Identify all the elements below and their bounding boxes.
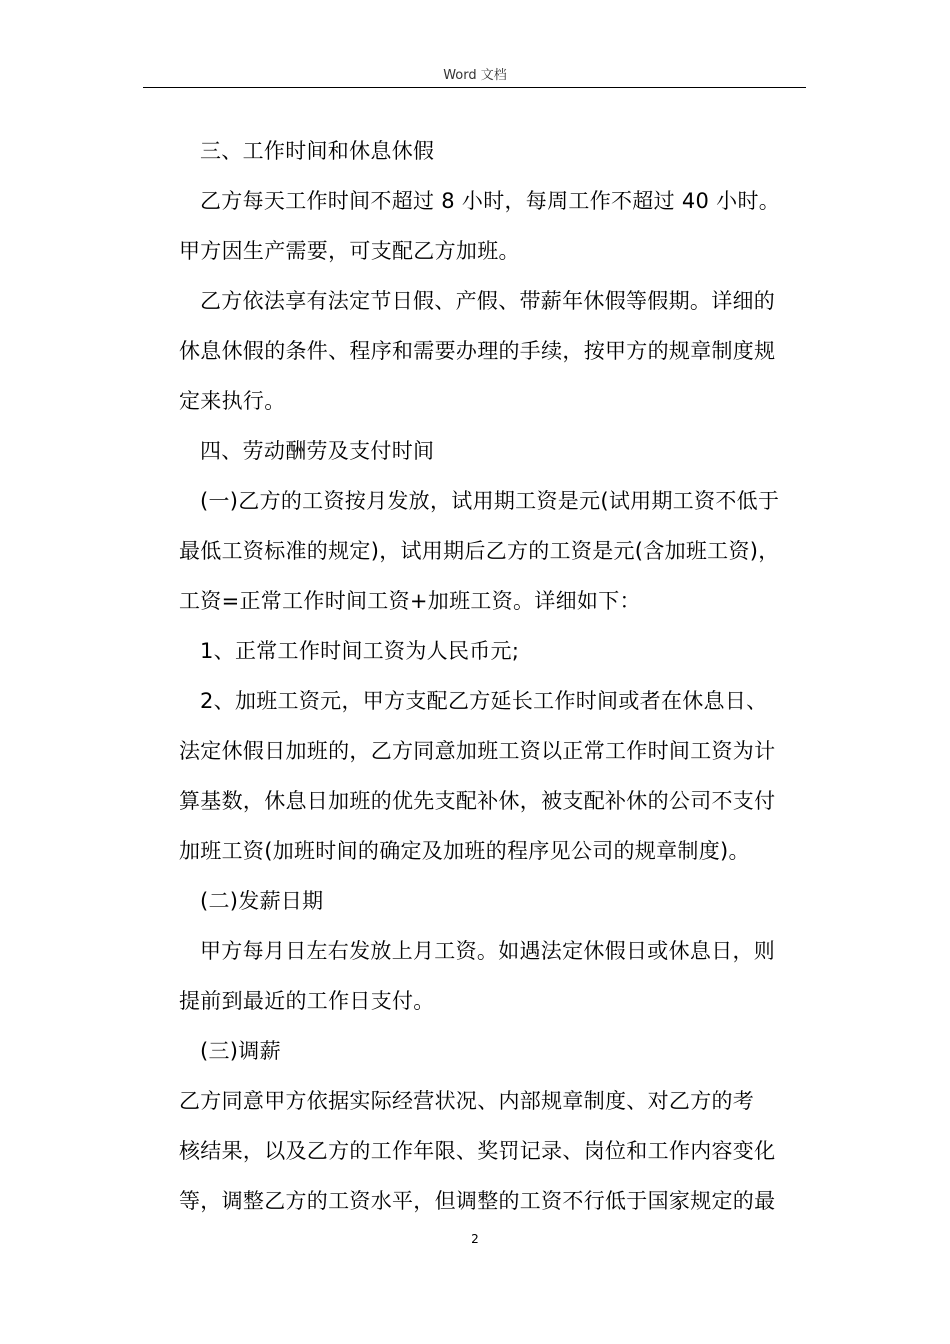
- text-line: 工资=正常工作时间工资+加班工资。详细如下：: [179, 589, 641, 613]
- text-line: 休息休假的条件、程序和需要办理的手续，按甲方的规章制度规: [179, 339, 776, 363]
- page-header-title: Word 文档: [443, 68, 507, 83]
- document-body: [179, 126, 805, 1226]
- text-line: 最低工资标准的规定)，试用期后乙方的工资是元(含加班工资)，: [179, 539, 780, 563]
- text-line: 法定休假日加班的，乙方同意加班工资以正常工作时间工资为计: [179, 739, 776, 763]
- text-line: 算基数，休息日加班的优先支配补休，被支配补休的公司不支付: [179, 789, 776, 813]
- header-divider: [143, 87, 806, 88]
- page-number: 2: [471, 1232, 479, 1246]
- text-line: 核结果，以及乙方的工作年限、奖罚记录、岗位和工作内容变化: [179, 1139, 776, 1163]
- text-line: 乙方同意甲方依据实际经营状况、内部规章制度、对乙方的考: [179, 1089, 755, 1113]
- text-line: 四、劳动酬劳及支付时间: [200, 439, 435, 463]
- text-line: 定来执行。: [179, 389, 286, 413]
- text-line: (二)发薪日期: [200, 889, 324, 913]
- text-line: 提前到最近的工作日支付。: [179, 989, 435, 1013]
- text-line: (三)调薪: [200, 1039, 281, 1063]
- text-line: 甲方因生产需要，可支配乙方加班。: [179, 239, 520, 263]
- text-line: 乙方依法享有法定节日假、产假、带薪年休假等假期。详细的: [200, 289, 776, 313]
- text-line: 乙方每天工作时间不超过 8 小时，每周工作不超过 40 小时。: [200, 189, 781, 213]
- text-line: 三、工作时间和休息休假: [200, 139, 435, 163]
- text-line: 2、加班工资元，甲方支配乙方延长工作时间或者在休息日、: [200, 689, 768, 713]
- text-line: 加班工资(加班时间的确定及加班的程序见公司的规章制度)。: [179, 839, 750, 863]
- text-line: 1、正常工作时间工资为人民币元;: [200, 639, 520, 663]
- text-line: (一)乙方的工资按月发放，试用期工资是元(试用期工资不低于: [200, 489, 780, 513]
- text-line: 甲方每月日左右发放上月工资。如遇法定休假日或休息日，则: [200, 939, 776, 963]
- text-line: 等，调整乙方的工资水平，但调整的工资不行低于国家规定的最: [179, 1189, 776, 1213]
